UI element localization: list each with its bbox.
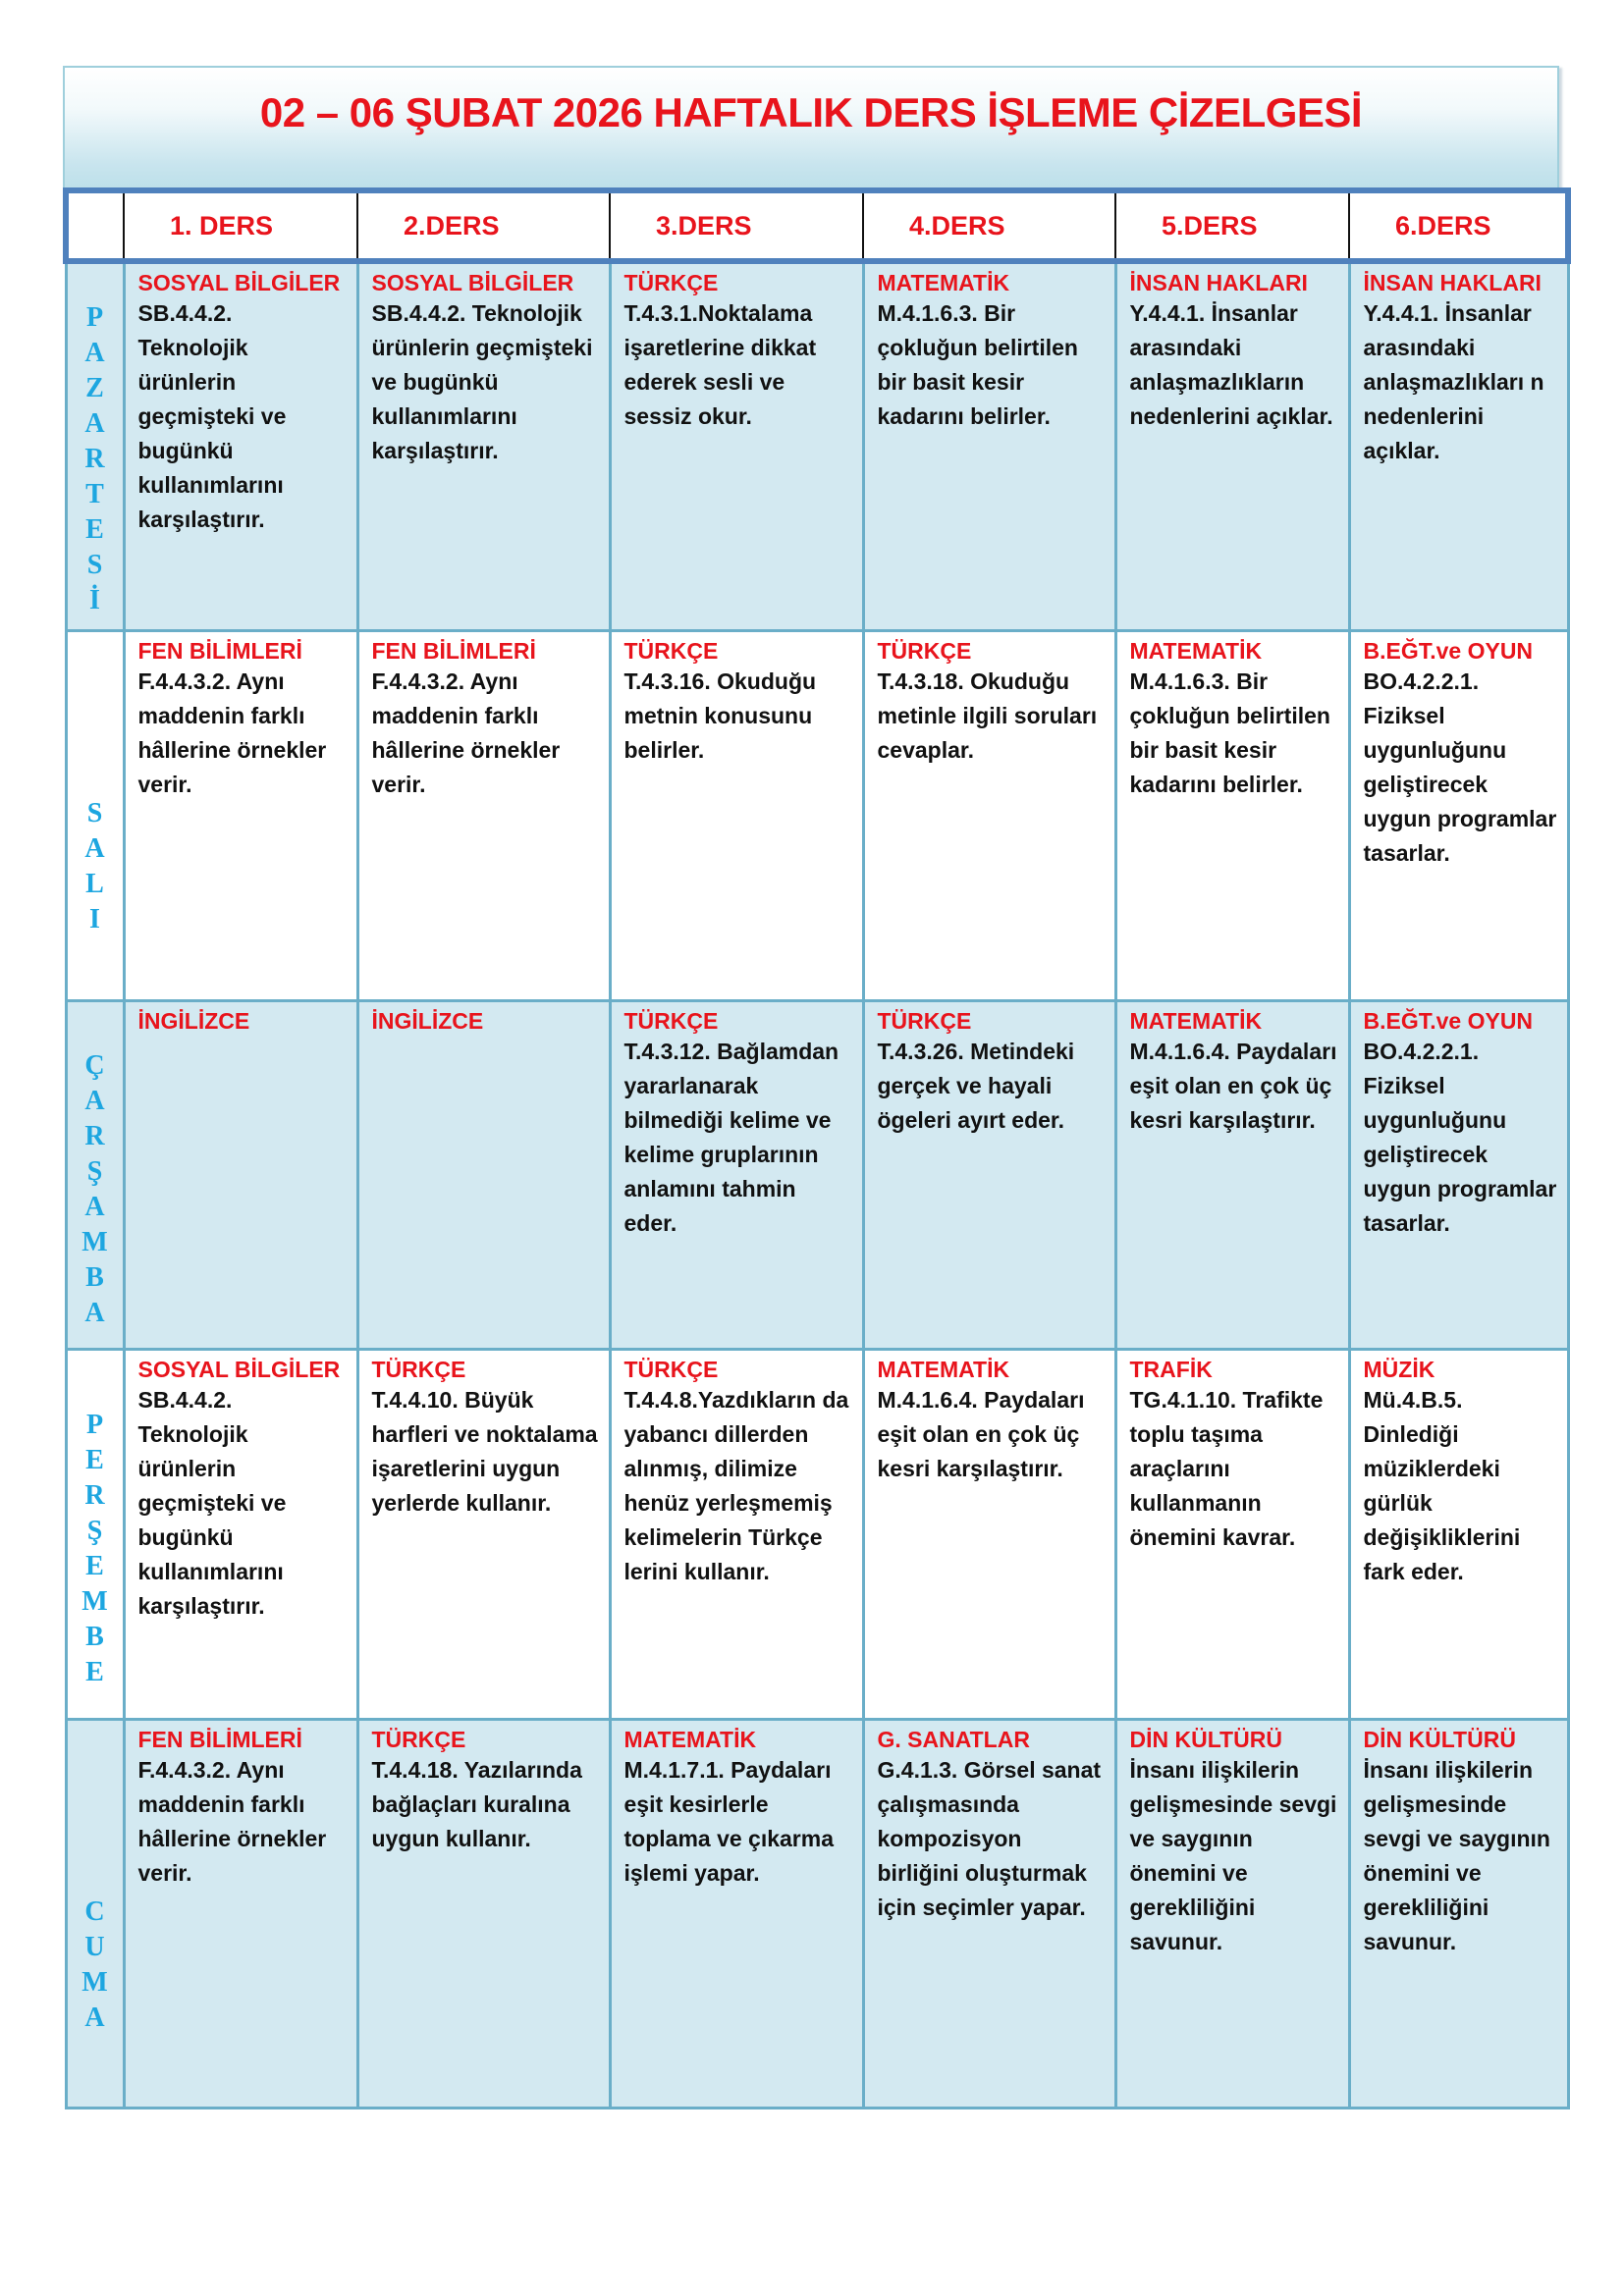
day-letter: İ xyxy=(89,584,100,615)
lesson-cell xyxy=(610,630,863,1000)
lesson-cell xyxy=(1349,1000,1568,1349)
corner-cell xyxy=(66,190,124,261)
lesson-outcome: SB.4.4.2. Teknolojik ürünlerin geçmişteki ve bugünkü kullanımlarını karşılaştırır. xyxy=(137,300,287,532)
day-row xyxy=(66,1719,1568,2108)
page-title: 02 – 06 ŞUBAT 2026 HAFTALIK DERS İŞLEME ÇİZELGESİ xyxy=(259,89,1363,135)
lesson-cell xyxy=(1349,630,1568,1000)
lesson-outcome: İnsanı ilişkilerin gelişmesinde sevgi ve saygının önemini ve gerekliliğini savunur. xyxy=(1129,1756,1337,1954)
column-header-lesson-2: 2.DERS xyxy=(357,190,610,261)
day-letter: Ş xyxy=(86,1155,103,1187)
lesson-cell xyxy=(610,1719,863,2108)
day-row xyxy=(66,1000,1568,1349)
day-letter: E xyxy=(85,1444,104,1475)
lesson-outcome: T.4.4.8.Yazdıkların da yabancı dillerden alınmış, dilimize henüz yerleşmemiş kelimelerin Türkçe lerini kullanır. xyxy=(623,1386,849,1584)
lesson-subject: İNSAN HAKLARI xyxy=(1363,270,1542,295)
lesson-subject: İNSAN HAKLARI xyxy=(1129,270,1308,295)
day-letter: Ş xyxy=(86,1515,103,1546)
day-letter: A xyxy=(84,1191,105,1222)
day-name-vertical xyxy=(68,275,123,618)
lesson-cell xyxy=(1115,261,1349,630)
day-letter: M xyxy=(81,1585,108,1617)
lesson-outcome: F.4.4.3.2. Aynı maddenin farklı hâllerine örnekler verir. xyxy=(137,667,327,797)
lesson-outcome: Y.4.4.1. İnsanlar arasındaki anlaşmazlıkları n nedenlerini açıklar. xyxy=(1363,300,1544,463)
lesson-subject: FEN BİLİMLERİ xyxy=(137,1726,302,1752)
weekly-schedule-table xyxy=(63,187,1571,2109)
lesson-subject: SOSYAL BİLGİLER xyxy=(371,270,574,295)
lesson-outcome: T.4.4.18. Yazılarında bağlaçları kuralına uygun kullanır. xyxy=(371,1756,582,1851)
day-label-cell xyxy=(66,1349,124,1719)
day-letter: P xyxy=(85,1409,104,1440)
day-row xyxy=(66,261,1568,630)
day-name-vertical xyxy=(68,693,123,937)
day-letter: E xyxy=(85,513,104,545)
lesson-subject: MATEMATİK xyxy=(1129,1007,1263,1034)
day-name-vertical xyxy=(68,1791,123,2036)
day-letter: M xyxy=(81,1966,108,1998)
lesson-subject: İNGİLİZCE xyxy=(371,1007,484,1034)
lesson-subject: TÜRKÇE xyxy=(623,1007,719,1034)
day-letter: A xyxy=(84,1297,105,1328)
lesson-subject: TÜRKÇE xyxy=(877,1007,972,1034)
day-letter: R xyxy=(84,1120,105,1151)
lesson-cell xyxy=(124,630,357,1000)
lesson-subject: G. SANATLAR xyxy=(877,1726,1030,1752)
lesson-subject: DİN KÜLTÜRÜ xyxy=(1363,1726,1516,1752)
column-header-lesson-5: 5.DERS xyxy=(1115,190,1349,261)
day-letter: S xyxy=(86,798,103,828)
lesson-subject: TRAFİK xyxy=(1129,1356,1213,1382)
lesson-outcome: M.4.1.6.3. Bir çokluğun belirtilen bir basit kesir kadarını belirler. xyxy=(877,300,1078,429)
day-name-vertical xyxy=(68,1019,123,1331)
lesson-outcome: M.4.1.6.3. Bir çokluğun belirtilen bir basit kesir kadarını belirler. xyxy=(1129,667,1330,797)
lesson-cell xyxy=(863,630,1115,1000)
lesson-outcome: BO.4.2.2.1. Fiziksel uygunluğunu geliştirecek uygun programlar tasarlar. xyxy=(1363,1038,1557,1236)
day-letter: E xyxy=(85,1550,104,1581)
day-letter: C xyxy=(84,1896,105,1927)
lesson-subject: TÜRKÇE xyxy=(371,1356,466,1382)
lesson-subject: MATEMATİK xyxy=(1129,637,1263,664)
column-header-lesson-6: 6.DERS xyxy=(1349,190,1568,261)
day-letter: B xyxy=(85,1621,104,1652)
title-banner xyxy=(63,66,1559,187)
day-letter: A xyxy=(84,1085,105,1116)
lesson-outcome: F.4.4.3.2. Aynı maddenin farklı hâllerine örnekler verir. xyxy=(371,667,561,797)
lesson-outcome: BO.4.2.2.1. Fiziksel uygunluğunu geliştirecek uygun programlar tasarlar. xyxy=(1363,667,1557,866)
day-row xyxy=(66,630,1568,1000)
lesson-outcome: SB.4.4.2. Teknolojik ürünlerin geçmişteki ve bugünkü kullanımlarını karşılaştırır. xyxy=(137,1386,287,1619)
day-label-cell xyxy=(66,1000,124,1349)
column-header-lesson-1: 1. DERS xyxy=(124,190,357,261)
day-letter: B xyxy=(85,1261,104,1293)
day-name-vertical xyxy=(68,1378,123,1690)
lesson-outcome: T.4.3.1.Noktalama işaretlerine dikkat ederek sesli ve sessiz okur. xyxy=(623,300,817,429)
lesson-cell xyxy=(1115,1719,1349,2108)
lesson-subject: MATEMATİK xyxy=(623,1726,757,1752)
lesson-outcome: M.4.1.6.4. Paydaları eşit olan en çok üç kesri karşılaştırır. xyxy=(1129,1038,1337,1133)
lesson-outcome: TG.4.1.10. Trafikte toplu taşıma araçlarını kullanmanın önemini kavrar. xyxy=(1129,1386,1324,1550)
lesson-subject: TÜRKÇE xyxy=(877,637,972,664)
day-letter: Z xyxy=(85,372,104,403)
day-letter: S xyxy=(86,549,103,580)
day-letter: A xyxy=(84,2002,105,2033)
lesson-subject: B.EĞT.ve OYUN xyxy=(1363,1007,1534,1034)
day-letter: P xyxy=(85,301,104,333)
lesson-outcome: M.4.1.7.1. Paydaları eşit kesirlerle toplama ve çıkarma işlemi yapar. xyxy=(623,1756,835,1886)
day-letter: E xyxy=(85,1656,104,1687)
lesson-outcome: T.4.3.16. Okuduğu metnin konusunu belirler. xyxy=(623,667,817,763)
lesson-outcome: F.4.4.3.2. Aynı maddenin farklı hâllerine örnekler verir. xyxy=(137,1756,327,1886)
day-label-cell xyxy=(66,1719,124,2108)
day-letter: A xyxy=(84,833,105,864)
lesson-subject: TÜRKÇE xyxy=(623,637,719,664)
lesson-cell xyxy=(357,261,610,630)
lesson-cell xyxy=(610,1349,863,1719)
lesson-subject: TÜRKÇE xyxy=(623,1356,719,1382)
day-row xyxy=(66,1349,1568,1719)
lesson-subject: B.EĞT.ve OYUN xyxy=(1363,637,1534,664)
day-letter: A xyxy=(84,337,105,368)
column-header-lesson-3: 3.DERS xyxy=(610,190,863,261)
lesson-cell xyxy=(357,1000,610,1349)
lesson-outcome: T.4.3.18. Okuduğu metinle ilgili soruları cevaplar. xyxy=(877,667,1098,763)
lesson-cell xyxy=(124,1719,357,2108)
lesson-subject: DİN KÜLTÜRÜ xyxy=(1129,1726,1282,1752)
lesson-outcome: Y.4.4.1. İnsanlar arasındaki anlaşmazlıkların nedenlerini açıklar. xyxy=(1129,300,1333,429)
day-letter: U xyxy=(84,1931,105,1962)
lesson-cell xyxy=(1115,1349,1349,1719)
lesson-cell xyxy=(1349,1349,1568,1719)
lesson-cell xyxy=(1115,630,1349,1000)
lesson-cell xyxy=(1115,1000,1349,1349)
lesson-cell xyxy=(357,1719,610,2108)
day-letter: R xyxy=(84,1479,105,1511)
day-letter: L xyxy=(85,869,104,899)
lesson-outcome: M.4.1.6.4. Paydaları eşit olan en çok üç kesri karşılaştırır. xyxy=(877,1386,1085,1481)
day-label-cell xyxy=(66,261,124,630)
lesson-subject: TÜRKÇE xyxy=(371,1726,466,1752)
header-row xyxy=(66,190,1568,261)
lesson-cell xyxy=(357,630,610,1000)
lesson-subject: MÜZİK xyxy=(1363,1356,1435,1382)
lesson-cell xyxy=(863,1000,1115,1349)
lesson-cell xyxy=(863,1719,1115,2108)
lesson-outcome: T.4.3.12. Bağlamdan yararlanarak bilmediği kelime ve kelime gruplarının anlamını tahmin eder. xyxy=(623,1038,839,1236)
lesson-outcome: SB.4.4.2. Teknolojik ürünlerin geçmişteki ve bugünkü kullanımlarını karşılaştırır. xyxy=(371,300,593,463)
lesson-cell xyxy=(124,1349,357,1719)
lesson-subject: SOSYAL BİLGİLER xyxy=(137,270,341,295)
lesson-outcome: İnsanı ilişkilerin gelişmesinde sevgi ve saygının önemini ve gerekliliğini savunur. xyxy=(1363,1756,1550,1954)
lesson-outcome: G.4.1.3. Görsel sanat çalışmasında kompozisyon birliğini oluşturmak için seçimler yapar. xyxy=(877,1756,1102,1920)
lesson-cell xyxy=(863,1349,1115,1719)
schedule-body xyxy=(66,261,1568,2108)
lesson-subject: SOSYAL BİLGİLER xyxy=(137,1356,341,1382)
lesson-cell xyxy=(610,1000,863,1349)
day-letter: A xyxy=(84,407,105,439)
lesson-cell xyxy=(1349,261,1568,630)
day-letter: I xyxy=(89,904,100,934)
lesson-outcome: T.4.3.26. Metindeki gerçek ve hayali ögeleri ayırt eder. xyxy=(877,1038,1075,1133)
lesson-subject: FEN BİLİMLERİ xyxy=(137,637,302,664)
lesson-cell xyxy=(863,261,1115,630)
lesson-cell xyxy=(357,1349,610,1719)
day-label-cell xyxy=(66,630,124,1000)
day-letter: R xyxy=(84,443,105,474)
column-header-lesson-4: 4.DERS xyxy=(863,190,1115,261)
lesson-subject: FEN BİLİMLERİ xyxy=(371,637,536,664)
lesson-outcome: T.4.4.10. Büyük harfleri ve noktalama işaretlerini uygun yerlerde kullanır. xyxy=(371,1386,598,1516)
lesson-subject: MATEMATİK xyxy=(877,270,1010,295)
lesson-subject: TÜRKÇE xyxy=(623,270,719,295)
lesson-cell xyxy=(610,261,863,630)
lesson-subject: İNGİLİZCE xyxy=(137,1007,250,1034)
day-letter: M xyxy=(81,1226,108,1257)
lesson-cell xyxy=(1349,1719,1568,2108)
lesson-subject: MATEMATİK xyxy=(877,1356,1010,1382)
day-letter: T xyxy=(85,478,104,509)
lesson-cell xyxy=(124,1000,357,1349)
day-letter: Ç xyxy=(84,1049,105,1081)
lesson-cell xyxy=(124,261,357,630)
lesson-outcome: Mü.4.B.5. Dinlediği müziklerdeki gürlük değişikliklerini fark eder. xyxy=(1363,1386,1521,1584)
